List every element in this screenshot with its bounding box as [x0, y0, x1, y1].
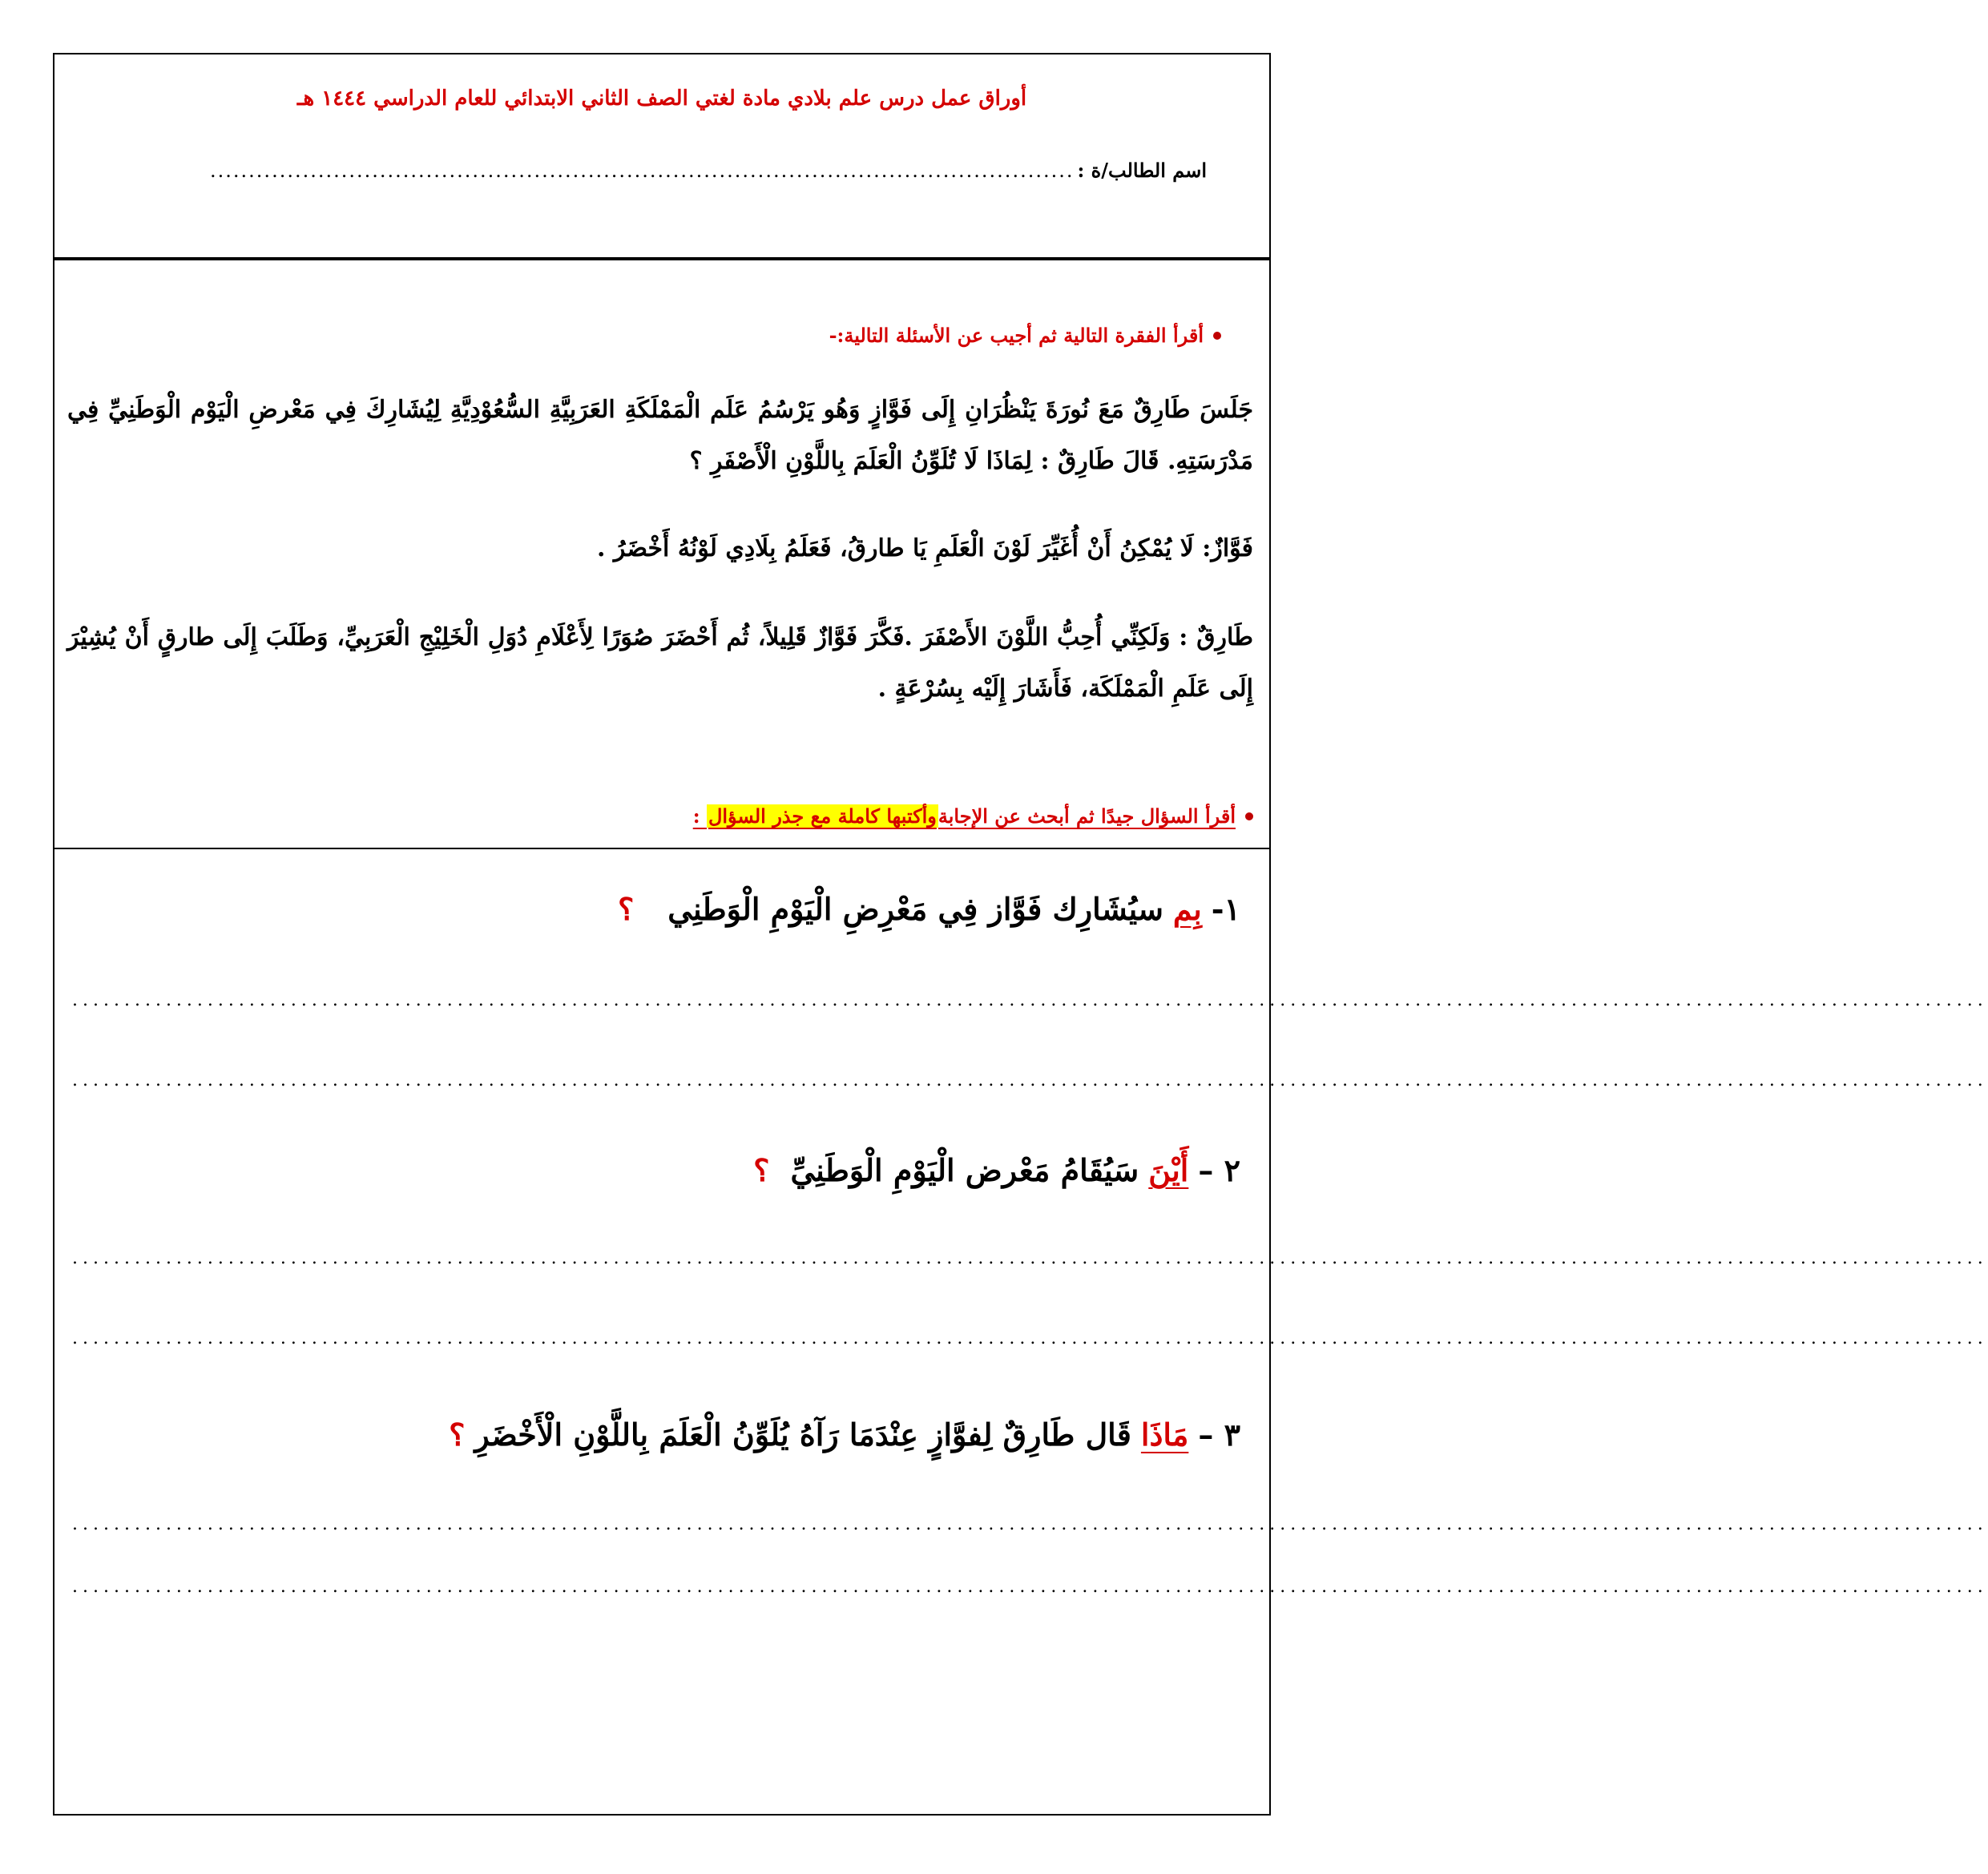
passage-paragraph-2: فَوَّازٌ: لَا يُمْكِنُ أَنْ أُغَيِّرَ لَوْنَ الْعَلَمِ يَا طارقُ، فَعَلَمُ بِلَادِي لَوْنُهُ أَخْضَرُ .: [597, 534, 1253, 562]
answer-instruction-highlight: وأكتبها كاملة مع جذر السؤال: [708, 804, 937, 828]
header-divider: [54, 257, 1269, 260]
question-3: [449, 1417, 1240, 1453]
student-name-row: [210, 159, 1207, 182]
question-3-keyword: مَاذَا: [1140, 1417, 1189, 1453]
question-3-mark: ؟: [449, 1417, 466, 1453]
question-2: [753, 1152, 1240, 1188]
question-1: [618, 891, 1240, 927]
student-name-label: اسم الطالب/ة :: [1077, 159, 1207, 182]
reading-instruction-text: أقرأ الفقرة التالية ثم أجيب عن الأسئلة التالية:-: [829, 324, 1204, 347]
question-2-mark: ؟: [753, 1152, 770, 1188]
student-name-field[interactable]: ................................................................................................................: [210, 159, 1075, 182]
answer-instruction: [693, 804, 1253, 828]
question-1-mark: ؟: [618, 891, 635, 927]
bullet-icon: [1213, 332, 1221, 340]
passage-paragraph-1: جَلَسَ طَارِقٌ مَعَ نُورَةَ يَنْظُرَانِ إِلَى فَوَّازٍ وَهُو يَرْسُمُ عَلَم الْمَمْلَكَةِ العَرَبِيَّةِ السُّعُوْدِيَّةِ لِيُشَارِكَ فِي مَعْرضِ الْيَوْم الْوَطَنِيِّ فِي مَدْرَسَتِهِ. قَالَ طَارِقٌ : لِمَاذَا لَا تُلَوِّنُ الْعَلَمَ بِاللَّوْنِ الْأَصْفَرِ ؟: [67, 396, 1253, 475]
answer-line[interactable]: ........................................................................................................................................................................................: [72, 1328, 1988, 1348]
passage-paragraph-3: طَارِقٌ : وَلَكِنِّي أُحِبُّ اللَّوْنَ الأَصْفَرَ .فَكَّرَ فَوَّازٌ قَلِيلاً، ثُم أَحْضَرَ صُوَرًا لِأَعْلَامِ دُوَلِ الْخَلِيْجِ الْعَرَبِيِّ، وَطَلَبَ إِلَى طارقٍ أَنْ يُشِيْرَ إِلَى عَلَمِ الْمَمْلَكَة، فَأَشَارَ إِلَيْه بِسُرْعَةٍ .: [67, 623, 1253, 703]
section-divider: [54, 848, 1269, 849]
answer-line[interactable]: ........................................................................................................................................................................................: [72, 1577, 1988, 1597]
question-2-number: ٢ –: [1198, 1152, 1240, 1188]
question-3-number: ٣ –: [1198, 1417, 1240, 1453]
answer-instruction-part3: :: [692, 804, 707, 828]
question-2-keyword: أَيْنَ: [1148, 1152, 1189, 1188]
bullet-icon: [1245, 812, 1253, 820]
answer-instruction-part1: أقرأ السؤال جيدًا ثم أبحث عن الإجابة: [938, 804, 1236, 828]
question-1-keyword: بِم: [1172, 891, 1202, 927]
question-3-text: قَال طَارِقٌ لِفوَّازٍ عِنْدَمَا رَآهُ يُلَوِّنُ الْعَلَمَ بِاللَّوْنِ الْأَخْضَرِ: [474, 1417, 1131, 1453]
answer-instruction-text: [693, 804, 1236, 828]
answer-line[interactable]: ........................................................................................................................................................................................: [72, 990, 1988, 1010]
answer-line[interactable]: ........................................................................................................................................................................................: [72, 1514, 1988, 1534]
answer-line[interactable]: ........................................................................................................................................................................................: [72, 1248, 1988, 1268]
question-1-number: ١-: [1211, 891, 1240, 927]
reading-instruction: [829, 324, 1221, 347]
question-1-text: سيُشَارِك فَوَّاز فِي مَعْرِضِ الْيَوْمِ الْوَطَنِي: [667, 891, 1163, 927]
worksheet-frame: [53, 53, 1988, 1816]
question-2-text: سَيُقَامُ مَعْرض الْيَوْمِ الْوَطَنِيِّ: [790, 1152, 1139, 1188]
answer-line[interactable]: ........................................................................................................................................................................................: [72, 1070, 1988, 1090]
worksheet-title: أوراق عمل درس علم بلادي مادة لغتي الصف الثاني الابتدائي للعام الدراسي ١٤٤٤ هـ: [296, 87, 1027, 111]
